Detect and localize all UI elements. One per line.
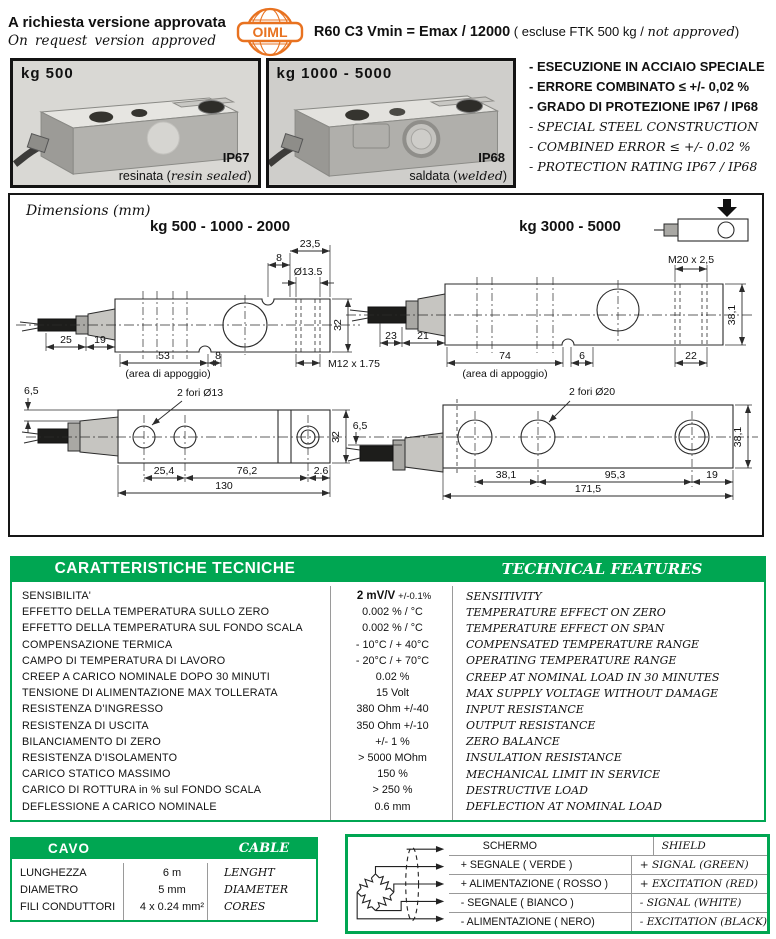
dim-label: 32 xyxy=(332,319,344,331)
wiring-row xyxy=(449,874,767,893)
value-text: 0.002 % / °C xyxy=(362,606,423,619)
wiring-row xyxy=(449,893,767,912)
wiring-schematic xyxy=(348,837,449,931)
dim-label: 53 xyxy=(158,350,170,362)
wiring-row xyxy=(449,912,767,931)
cell-english: SHIELD xyxy=(653,837,767,855)
cell-english: SENSITIVITY xyxy=(466,589,542,603)
holes-label: 2 fori Ø13 xyxy=(176,387,224,399)
cell-value xyxy=(334,784,454,796)
cell-value: 6 m xyxy=(162,866,182,879)
caption-close: ) xyxy=(247,169,252,183)
caption-en: resin sealed xyxy=(170,168,248,183)
dim-label: 25 xyxy=(60,334,72,346)
feature-item-en: - PROTECTION RATING IP67 / IP68 xyxy=(529,159,758,174)
wiring-table xyxy=(449,837,767,931)
photo-caption xyxy=(119,168,252,183)
tech-header-it: CARATTERISTICHE TECNICHE xyxy=(54,560,296,577)
value-bold: 2 mV/V xyxy=(356,590,396,603)
cell-italian: FILI CONDUTTORI xyxy=(20,900,116,913)
features-list-it xyxy=(529,57,772,117)
top-header xyxy=(8,6,772,58)
dim-label: Ø13.5 xyxy=(293,266,323,278)
cell-english: OUTPUT RESISTANCE xyxy=(466,719,596,733)
value-tolerance: +/-0.1% xyxy=(398,591,432,603)
cell-italian: DEFLESSIONE A CARICO NOMINALE xyxy=(22,800,217,813)
dim-label: 74 xyxy=(499,350,511,362)
table-row xyxy=(12,637,764,653)
cell-english: INSULATION RESISTANCE xyxy=(466,751,622,765)
cable-table-body xyxy=(10,859,318,922)
table-row xyxy=(12,798,764,814)
cell-italian: CAMPO DI TEMPERATURA DI LAVORO xyxy=(22,654,226,667)
cable-header-it: CAVO xyxy=(47,840,90,856)
cell-english: - SIGNAL (WHITE) xyxy=(631,894,767,912)
dim-label: 6,5 xyxy=(352,420,368,432)
feature-item-en: - SPECIAL STEEL CONSTRUCTION xyxy=(529,119,759,134)
cell-english: COMPENSATED TEMPERATURE RANGE xyxy=(466,638,700,652)
cell-english: DIAMETER xyxy=(224,883,289,896)
approval-note-en: On request version approved xyxy=(8,33,217,49)
table-row xyxy=(12,766,764,782)
photo-caption xyxy=(409,168,507,183)
cell-italian: RESISTENZA DI USCITA xyxy=(22,719,149,732)
dim-label: 38,1 xyxy=(732,426,744,448)
cell-italian: CARICO STATICO MASSIMO xyxy=(22,768,171,781)
cell-english: + EXCITATION (RED) xyxy=(631,875,767,893)
table-row xyxy=(12,669,764,685)
dim-label: 22 xyxy=(685,350,697,362)
oiml-logo xyxy=(234,6,306,58)
cell-english: DESTRUCTIVE LOAD xyxy=(466,783,588,797)
drawing-small-side-view xyxy=(16,238,380,380)
support-area-label: (area di appoggio) xyxy=(462,368,548,380)
tech-header-bar xyxy=(10,556,766,582)
column-divider xyxy=(207,863,208,920)
value-text: 350 Ohm +/-10 xyxy=(356,719,429,732)
cell-english: CREEP AT NOMINAL LOAD IN 30 MINUTES xyxy=(466,670,720,684)
cell-italian: COMPENSAZIONE TERMICA xyxy=(22,638,173,651)
value-text: - 20°C / + 70°C xyxy=(355,654,430,667)
cell-english: CORES xyxy=(224,900,266,913)
approval-note-it: A richiesta versione approvata xyxy=(8,14,226,31)
cell-value xyxy=(334,768,454,780)
value-text: 0.002 % / °C xyxy=(362,622,423,635)
approval-request-note xyxy=(8,14,226,50)
support-area-label: (area di appoggio) xyxy=(125,368,211,380)
caption-it: resinata ( xyxy=(118,169,171,183)
column-divider xyxy=(452,586,453,820)
value-text: 15 Volt xyxy=(375,687,410,700)
dim-label: 23 xyxy=(385,330,397,342)
photo-500kg xyxy=(10,58,261,188)
wiring-row xyxy=(449,837,767,855)
dim-label: 25,4 xyxy=(153,465,175,477)
cell-italian: LUNGHEZZA xyxy=(20,866,87,879)
value-text: 150 % xyxy=(377,768,408,781)
dim-label: 8 xyxy=(215,350,221,362)
approval-class-line xyxy=(314,24,739,40)
cable-header-en: CABLE xyxy=(238,840,290,856)
table-row xyxy=(12,588,764,604)
drawing-large-side-view xyxy=(346,254,754,380)
value-text: > 250 % xyxy=(372,784,413,797)
cell-english: ZERO BALANCE xyxy=(466,735,560,749)
approval-exclusion-en: not approved xyxy=(647,25,735,40)
approval-class: R60 C3 Vmin = Emax / 12000 xyxy=(313,24,511,40)
column-divider xyxy=(330,586,331,820)
cell-english: OPERATING TEMPERATURE RANGE xyxy=(466,654,677,668)
feature-item-en: - COMBINED ERROR ≤ +/- 0.02 % xyxy=(529,139,751,154)
value-text: > 5000 MOhm xyxy=(358,751,427,764)
dim-label: 171,5 xyxy=(574,483,602,495)
photo-1000-5000kg xyxy=(266,58,517,188)
table-row xyxy=(12,864,316,881)
cell-italian: + ALIMENTAZIONE ( ROSSO ) xyxy=(460,878,609,890)
cell-value xyxy=(334,655,454,667)
cell-italian: - ALIMENTAZIONE ( NERO) xyxy=(460,916,595,928)
holes-label: 2 fori Ø20 xyxy=(568,386,616,398)
oiml-logo-text: OIML xyxy=(252,24,288,40)
cell-value xyxy=(334,622,454,634)
cell-italian: SCHERMO xyxy=(482,840,537,852)
table-row xyxy=(12,881,316,898)
cell-english: + SIGNAL (GREEN) xyxy=(631,856,767,874)
feature-item-it: - GRADO DI PROTEZIONE IP67 / IP68 xyxy=(529,99,758,114)
dim-label: 38,1 xyxy=(726,304,738,326)
load-direction-icon xyxy=(654,199,748,241)
cell-italian: BILANCIAMENTO DI ZERO xyxy=(22,735,161,748)
cell-italian: EFFETTO DELLA TEMPERATURA SULLO ZERO xyxy=(22,606,270,619)
dimensions-panel xyxy=(8,193,764,537)
table-row xyxy=(12,604,764,620)
tech-header-en: TECHNICAL FEATURES xyxy=(501,560,703,578)
cell-value xyxy=(334,606,454,618)
table-row xyxy=(12,620,764,636)
feature-item-it: - ERRORE COMBINATO ≤ +/- 0,02 % xyxy=(529,79,750,94)
cell-english: MAX SUPPLY VOLTAGE WITHOUT DAMAGE xyxy=(466,686,719,700)
cell-value: 4 x 0.24 mm² xyxy=(139,900,205,913)
cell-english: TEMPERATURE EFFECT ON ZERO xyxy=(466,605,666,619)
cell-italian: CARICO DI ROTTURA in % sul FONDO SCALA xyxy=(22,784,262,797)
cell-value xyxy=(334,801,454,813)
drawing-small-top-view xyxy=(22,385,350,497)
table-row xyxy=(12,898,316,915)
dim-label: 8 xyxy=(276,252,282,264)
group-small-title: kg 500 - 1000 - 2000 xyxy=(149,218,291,235)
caption-close: ) xyxy=(502,169,507,183)
capacity-label: kg 1000 - 5000 xyxy=(276,65,393,82)
table-row xyxy=(12,653,764,669)
dim-label: 130 xyxy=(215,480,233,492)
value-text: 380 Ohm +/-40 xyxy=(356,703,429,716)
cell-italian: RESISTENZA D'INGRESSO xyxy=(22,703,164,716)
cell-value xyxy=(334,720,454,732)
dim-label: 76,2 xyxy=(236,465,258,477)
cell-english: INPUT RESISTANCE xyxy=(466,702,584,716)
cell-english: - EXCITATION (BLACK) xyxy=(631,913,767,931)
cell-english: MECHANICAL LIMIT IN SERVICE xyxy=(466,767,661,781)
cell-value xyxy=(334,590,454,602)
cell-english: TEMPERATURE EFFECT ON SPAN xyxy=(466,621,665,635)
value-text: 0.6 mm xyxy=(374,800,411,813)
tech-features-table xyxy=(10,556,766,822)
thread-label: M12 x 1.75 xyxy=(328,358,380,370)
dimension-drawings xyxy=(10,195,762,535)
cell-english: LENGHT xyxy=(224,866,275,879)
dim-label: 6,5 xyxy=(24,385,39,397)
cable-table xyxy=(10,837,318,922)
caption-en: welded xyxy=(457,168,503,183)
table-row xyxy=(12,750,764,766)
value-text: +/- 1 % xyxy=(375,735,410,748)
wire-arrows xyxy=(436,846,444,922)
dim-label: 38,1 xyxy=(495,469,517,481)
features-list-en xyxy=(529,117,772,177)
cell-italian: RESISTENZA D'ISOLAMENTO xyxy=(22,751,178,764)
drawing-large-top-view xyxy=(346,386,758,500)
cell-value xyxy=(334,752,454,764)
bridge-schematic xyxy=(348,837,449,931)
dim-label: 19 xyxy=(94,334,106,346)
cell-italian: TENSIONE DI ALIMENTAZIONE MAX TOLLERATA xyxy=(22,687,278,700)
approval-close-paren: ) xyxy=(734,24,740,39)
cell-value: 5 mm xyxy=(158,883,186,896)
table-row xyxy=(12,701,764,717)
value-text: 0.02 % xyxy=(375,671,410,684)
dim-label: 23,5 xyxy=(299,238,321,250)
dim-label: 21 xyxy=(417,330,429,342)
product-photos xyxy=(10,58,516,188)
feature-item-it: - ESECUZIONE IN ACCIAIO SPECIALE xyxy=(529,59,765,74)
cell-value xyxy=(334,639,454,651)
wiring-panel xyxy=(345,834,770,934)
dim-label: 19 xyxy=(706,469,718,481)
caption-it: saldata ( xyxy=(409,169,458,183)
cell-italian: CREEP A CARICO NOMINALE DOPO 30 MINUTI xyxy=(22,671,270,684)
cell-italian: EFFETTO DELLA TEMPERATURA SUL FONDO SCALA xyxy=(22,622,303,635)
cell-value xyxy=(334,671,454,683)
capacity-label: kg 500 xyxy=(21,65,74,82)
cell-italian: DIAMETRO xyxy=(20,883,79,896)
cable-header-bar xyxy=(10,837,318,859)
thread-label: M20 x 2,5 xyxy=(667,254,715,266)
wiring-row xyxy=(449,855,767,874)
dim-label: 32 xyxy=(330,431,342,443)
cell-english: DEFLECTION AT NOMINAL LOAD xyxy=(466,800,662,814)
dim-label: 6 xyxy=(579,350,585,362)
cell-italian: + SEGNALE ( VERDE ) xyxy=(460,859,573,871)
cell-italian: - SEGNALE ( BIANCO ) xyxy=(460,897,574,909)
key-features xyxy=(529,57,772,177)
ip-rating: IP68 xyxy=(478,150,505,165)
table-row xyxy=(12,782,764,798)
cell-italian: SENSIBILITA' xyxy=(22,590,92,603)
cell-value xyxy=(334,736,454,748)
tech-table-body xyxy=(10,582,766,822)
table-row xyxy=(12,685,764,701)
approval-exclusion: ( escluse FTK 500 kg / xyxy=(513,24,644,39)
cell-value xyxy=(334,687,454,699)
value-text: - 10°C / + 40°C xyxy=(355,638,430,651)
column-divider xyxy=(123,863,124,920)
table-row xyxy=(12,734,764,750)
table-row xyxy=(12,718,764,734)
cell-value xyxy=(334,703,454,715)
dimensions-title: Dimensions (mm) xyxy=(26,203,151,219)
ip-rating: IP67 xyxy=(222,150,250,165)
dim-label: 2.6 xyxy=(313,465,329,477)
group-large-title: kg 3000 - 5000 xyxy=(519,218,621,235)
dim-label: 95,3 xyxy=(604,469,626,481)
